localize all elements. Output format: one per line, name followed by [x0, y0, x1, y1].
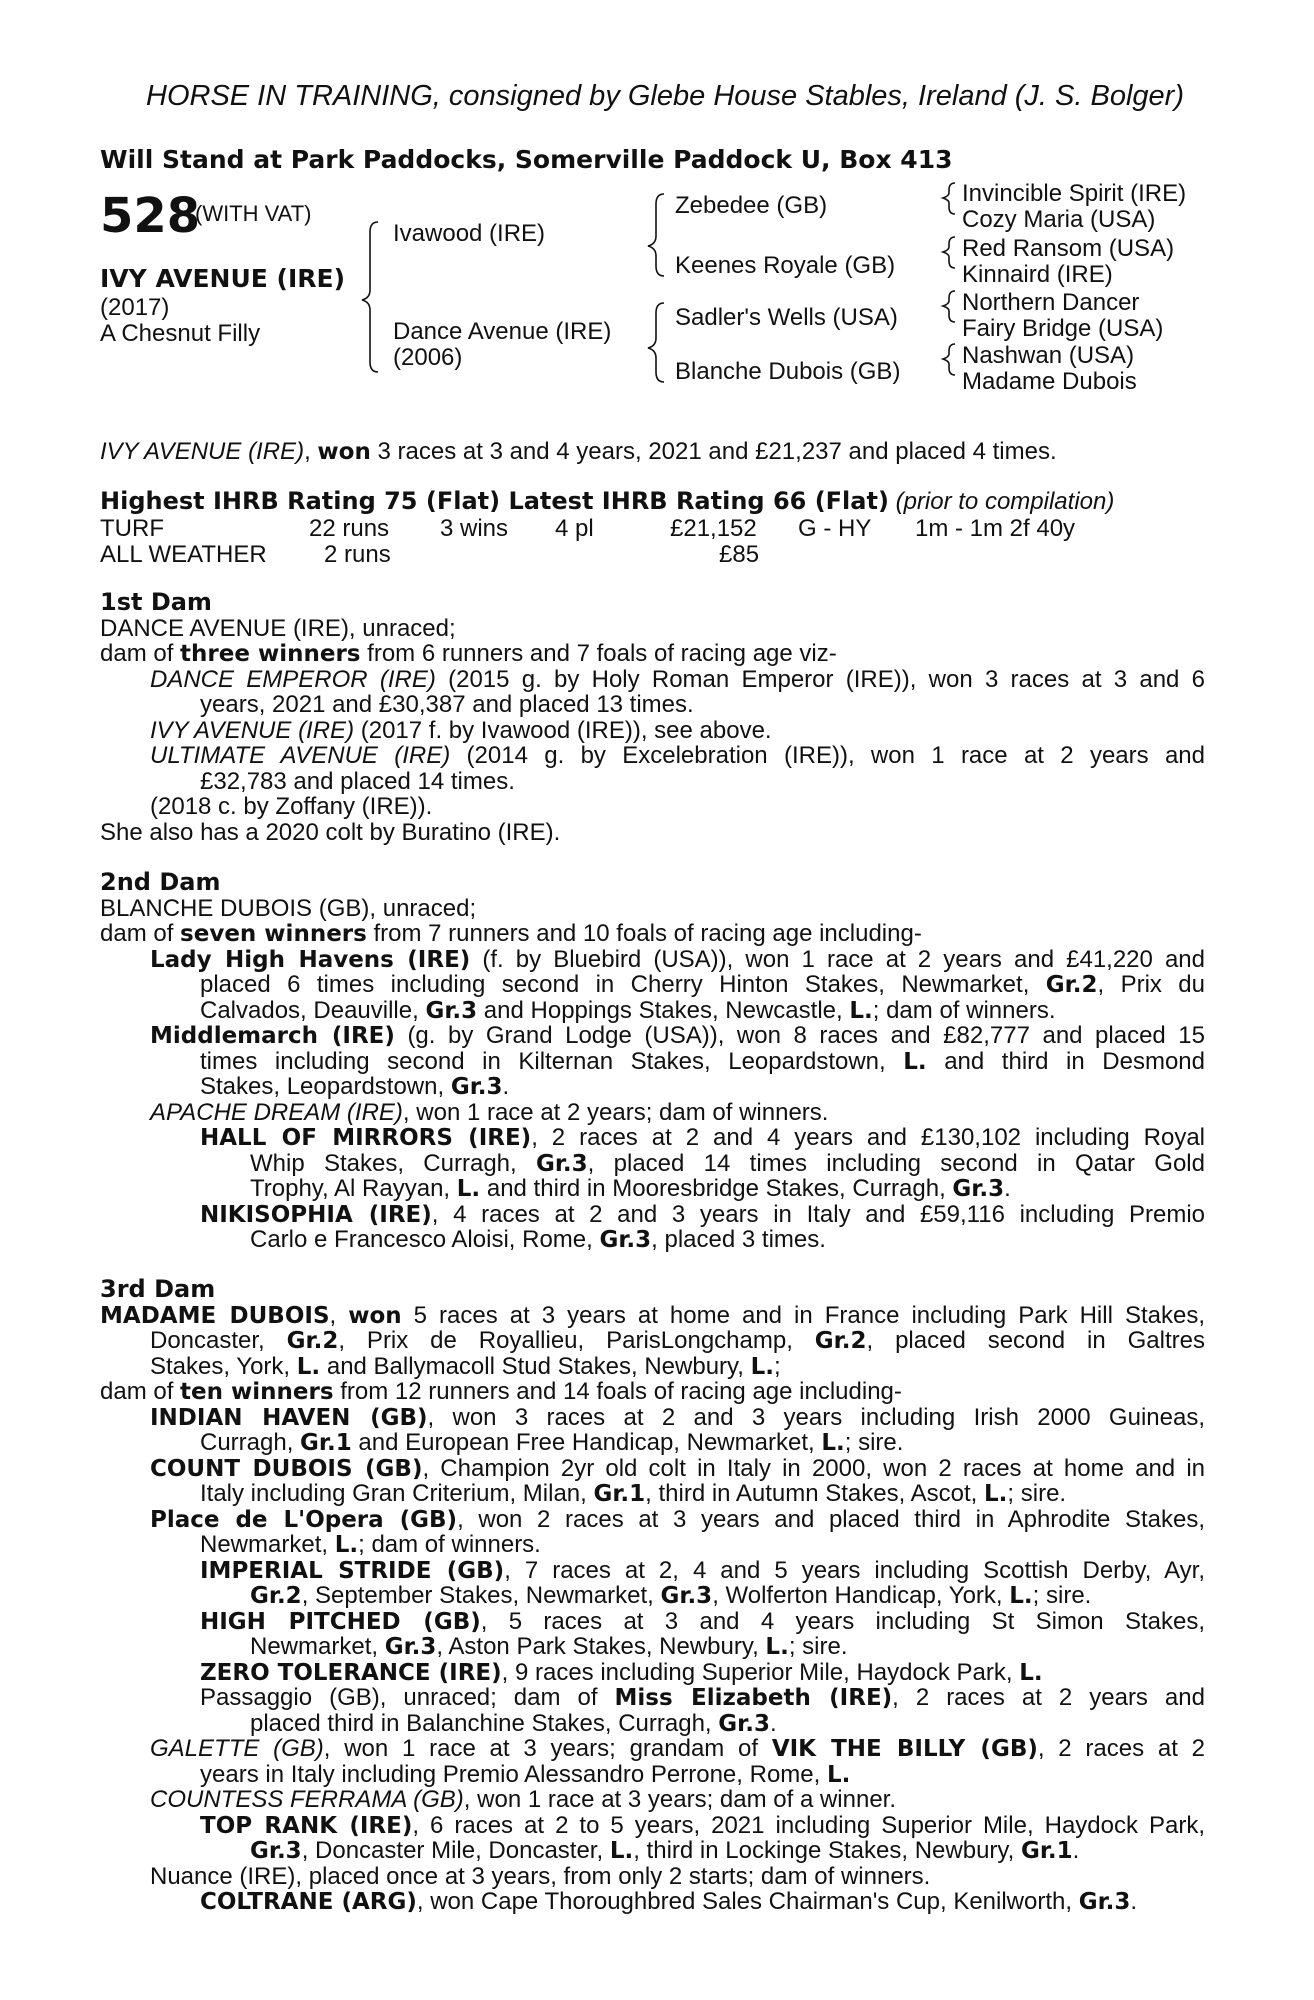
third-dam-line: Gr.2, September Stakes, Newmarket, Gr.3, Wolferton Handicap, York, L.; sire. [250, 1583, 1092, 1609]
pedigree-sire: Ivawood (IRE) [393, 220, 546, 247]
first-dam-line: £32,783 and placed 14 times. [200, 768, 515, 794]
ratings-line [100, 489, 1205, 515]
turf-runs: 22 runs [309, 515, 390, 542]
third-dam-line: Doncaster, Gr.2, Prix de Royallieu, ParisLongchamp, Gr.2, placed second in Galtres [150, 1328, 1205, 1354]
ratings-text: Highest IHRB Rating 75 (Flat) Latest IHRB Rating 66 (Flat) [100, 489, 889, 515]
third-dam-line: Italy including Gran Criterium, Milan, Gr.1, third in Autumn Stakes, Ascot, L.; sire. [200, 1481, 1067, 1507]
aw-prize: £85 [719, 541, 760, 568]
second-dam-section [100, 870, 1205, 1253]
third-dam-line: Nuance (IRE), placed once at 3 years, from only 2 starts; dam of winners. [150, 1863, 931, 1889]
third-dam-line: dam of ten winners from 12 runners and 14 foals of racing age including- [100, 1379, 902, 1405]
pedigree-dsd: Fairy Bridge (USA) [962, 315, 1164, 342]
third-dam-line: years in Italy including Premio Alessandro Perrone, Rome, L. [200, 1761, 851, 1787]
second-dam-line: APACHE DREAM (IRE), won 1 race at 2 years; dam of winners. [150, 1099, 829, 1125]
second-dam-heading: 2nd Dam [100, 870, 221, 896]
turf-prize: £21,152 [670, 515, 757, 542]
second-dam-line: NIKISOPHIA (IRE), 4 races at 2 and 3 years in Italy and £59,116 including Premio [200, 1201, 1205, 1227]
first-dam-line: dam of three winners from 6 runners and 7 foals of racing age viz- [100, 641, 837, 667]
second-dam-line: dam of seven winners from 7 runners and 10 foals of racing age including- [100, 921, 922, 947]
horse-name: IVY AVENUE (IRE) [100, 264, 346, 293]
third-dam-line: COLTRANE (ARG), won Cape Thoroughbred Sales Chairman's Cup, Kenilworth, Gr.3. [200, 1889, 1138, 1915]
third-dam-section [100, 1277, 1205, 1915]
third-dam-line: Newmarket, Gr.3, Aston Park Stakes, Newbury, L.; sire. [250, 1634, 848, 1660]
first-dam-section [100, 590, 1205, 845]
third-dam-line: Place de L'Opera (GB), won 2 races at 3 years and placed third in Aphrodite Stakes, [150, 1506, 1205, 1532]
summary-horse: IVY AVENUE (IRE) [100, 439, 305, 465]
lot-number: 528 [100, 188, 201, 244]
pedigree-dam-sire: Sadler's Wells (USA) [675, 304, 898, 331]
third-dam-line: Stakes, York, L. and Ballymacoll Stud Stakes, Newbury, L.; [150, 1353, 781, 1379]
pedigree-dss: Northern Dancer [962, 289, 1140, 316]
third-dam-line: HIGH PITCHED (GB), 5 races at 3 and 4 years including St Simon Stakes, [200, 1608, 1205, 1634]
summary-text: 3 races at 3 and 4 years, 2021 and £21,237 and placed 4 times. [370, 439, 1057, 465]
third-dam-line: TOP RANK (IRE), 6 races at 2 to 5 years, 2021 including Superior Mile, Haydock Park, [200, 1812, 1205, 1838]
aw-runs: 2 runs [324, 541, 391, 568]
turf-label: TURF [100, 515, 164, 542]
third-dam-line: IMPERIAL STRIDE (GB), 7 races at 2, 4 and 5 years including Scottish Derby, Ayr, [200, 1557, 1205, 1583]
turf-wins: 3 wins [440, 515, 509, 542]
third-dam-line: GALETTE (GB), won 1 race at 3 years; grandam of VIK THE BILLY (GB), 2 races at 2 [150, 1736, 1205, 1762]
third-dam-line: COUNT DUBOIS (GB), Champion 2yr old colt in Italy in 2000, won 2 races at home and in [150, 1455, 1205, 1481]
pedigree-dam: Dance Avenue (IRE) [393, 318, 612, 345]
first-dam-line: ULTIMATE AVENUE (IRE) (2014 g. by Excelebration (IRE)), won 1 race at 2 years and [150, 743, 1205, 769]
second-dam-line: Calvados, Deauville, Gr.3 and Hoppings Stakes, Newcastle, L.; dam of winners. [200, 997, 1056, 1023]
summary-won: won [317, 439, 371, 465]
first-dam-line: She also has a 2020 colt by Buratino (IRE). [100, 819, 561, 845]
turf-distance: 1m - 1m 2f 40y [915, 515, 1076, 542]
pedigree-sire-sire: Zebedee (GB) [675, 192, 828, 219]
pedigree-dam-year: (2006) [393, 344, 463, 371]
first-dam-line: DANCE EMPEROR (IRE) (2015 g. by Holy Roman Emperor (IRE)), won 3 races at 3 and 6 [150, 666, 1205, 692]
first-dam-line: (2018 c. by Zoffany (IRE)). [150, 794, 433, 820]
horse-year: (2017) [100, 294, 170, 321]
race-summary: IVY AVENUE (IRE), won 3 races at 3 and 4 years, 2021 and £21,237 and placed 4 times. [100, 439, 1057, 465]
pedigree-sdd: Kinnaird (IRE) [962, 261, 1113, 288]
pedigree-ssd: Cozy Maria (USA) [962, 206, 1156, 233]
horse-description: A Chesnut Filly [100, 320, 261, 347]
pedigree-ddd: Madame Dubois [962, 368, 1137, 395]
second-dam-line: BLANCHE DUBOIS (GB), unraced; [100, 895, 477, 921]
third-dam-heading: 3rd Dam [100, 1277, 216, 1303]
turf-going: G - HY [798, 515, 872, 542]
second-dam-line: Trophy, Al Rayyan, L. and third in Mooresbridge Stakes, Curragh, Gr.3. [250, 1176, 1011, 1202]
second-dam-line: times including second in Kilternan Stakes, Leopardstown, L. and third in Desmond [200, 1048, 1205, 1074]
third-dam-line: MADAME DUBOIS, won 5 races at 3 years at home and in France including Park Hill Stakes, [100, 1302, 1205, 1328]
second-dam-line: HALL OF MIRRORS (IRE), 2 races at 2 and 4 years and £130,102 including Royal [200, 1125, 1205, 1151]
pedigree-sss: Invincible Spirit (IRE) [962, 180, 1187, 207]
pedigree-dam-dam: Blanche Dubois (GB) [675, 358, 901, 385]
second-dam-line: Lady High Havens (IRE) (f. by Bluebird (USA)), won 1 race at 2 years and £41,220 and [150, 946, 1205, 972]
aw-label: ALL WEATHER [100, 541, 267, 568]
pedigree-dds: Nashwan (USA) [962, 342, 1135, 369]
first-dam-line: IVY AVENUE (IRE) (2017 f. by Ivawood (IRE)), see above. [150, 717, 772, 743]
first-dam-line: DANCE AVENUE (IRE), unraced; [100, 615, 456, 641]
third-dam-line: Newmarket, L.; dam of winners. [200, 1532, 541, 1558]
pedigree-sds: Red Ransom (USA) [962, 235, 1175, 262]
pedigree-sire-dam: Keenes Royale (GB) [675, 252, 896, 279]
third-dam-line: Passaggio (GB), unraced; dam of Miss Elizabeth (IRE), 2 races at 2 years and [200, 1685, 1205, 1711]
second-dam-line: placed 6 times including second in Cherry Hinton Stakes, Newmarket, Gr.2, Prix du [200, 972, 1205, 998]
vat-note: (WITH VAT) [195, 201, 312, 226]
first-dam-heading: 1st Dam [100, 590, 212, 616]
second-dam-line: Carlo e Francesco Aloisi, Rome, Gr.3, placed 3 times. [250, 1227, 826, 1253]
ratings-note: (prior to compilation) [895, 489, 1115, 515]
third-dam-line: ZERO TOLERANCE (IRE), 9 races including Superior Mile, Haydock Park, L. [200, 1659, 1043, 1685]
turf-placed: 4 pl [555, 515, 594, 542]
third-dam-line: COUNTESS FERRAMA (GB), won 1 race at 3 years; dam of a winner. [150, 1787, 897, 1813]
first-dam-line: years, 2021 and £30,387 and placed 13 times. [200, 692, 694, 718]
second-dam-line: Stakes, Leopardstown, Gr.3. [200, 1074, 510, 1100]
second-dam-line: Whip Stakes, Curragh, Gr.3, placed 14 times including second in Qatar Gold [250, 1150, 1205, 1176]
second-dam-line: Middlemarch (IRE) (g. by Grand Lodge (USA)), won 8 races and £82,777 and placed 15 [150, 1023, 1205, 1049]
third-dam-line: Curragh, Gr.1 and European Free Handicap, Newmarket, L.; sire. [200, 1430, 904, 1456]
third-dam-line: Gr.3, Doncaster Mile, Doncaster, L., third in Lockinge Stakes, Newbury, Gr.1. [250, 1838, 1080, 1864]
third-dam-line: placed third in Balanchine Stakes, Curragh, Gr.3. [250, 1710, 777, 1736]
third-dam-line: INDIAN HAVEN (GB), won 3 races at 2 and 3 years including Irish 2000 Guineas, [150, 1404, 1205, 1430]
stand-location: Will Stand at Park Paddocks, Somerville Paddock U, Box 413 [100, 145, 953, 174]
consignor-header: HORSE IN TRAINING, consigned by Glebe House Stables, Ireland (J. S. Bolger) [146, 80, 1184, 112]
